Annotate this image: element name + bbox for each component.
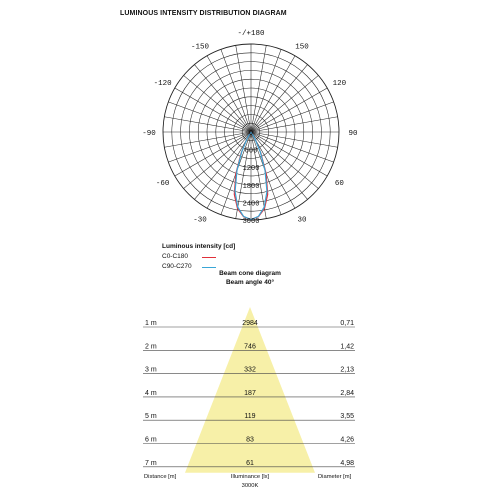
- polar-angle-label: -/+180: [237, 30, 265, 38]
- polar-radial-label: 1200: [242, 165, 260, 174]
- cone-subtitle: Beam angle 40°: [225, 279, 275, 286]
- polar-angle-label: 120: [332, 80, 347, 88]
- polar-radial-label: 1800: [242, 182, 260, 191]
- footer-illuminance-label: Illuminance [lx]: [230, 474, 270, 480]
- cone-diameter-value: 3,55: [340, 413, 354, 421]
- polar-angle-label: -60: [155, 180, 170, 188]
- polar-angle-label: 150: [295, 43, 309, 52]
- cone-diameter-value: 2,13: [340, 366, 354, 374]
- polar-angle-label: 60: [334, 180, 344, 188]
- cone-distance-label: 1 m: [145, 320, 157, 327]
- cone-distance-label: 2 m: [145, 343, 157, 351]
- polar-angle-label: -30: [193, 216, 207, 225]
- cone-illuminance-value: 119: [244, 413, 256, 421]
- cone-distance-label: 7 m: [145, 459, 157, 467]
- footer-cct-label: 3000K: [241, 483, 259, 489]
- cone-title: Beam cone diagram: [219, 270, 281, 277]
- cone-distance-label: 4 m: [145, 389, 157, 397]
- legend-title: Luminous intensity [cd]: [162, 243, 236, 250]
- polar-angle-label: -90: [142, 130, 156, 138]
- cone-illuminance-value: 746: [244, 343, 256, 351]
- cone-diameter-value: 2,84: [340, 389, 354, 397]
- cone-illuminance-value: 332: [244, 366, 256, 374]
- cone-illuminance-value: 2984: [242, 320, 258, 327]
- footer-diameter-label: Diameter [m]: [318, 474, 352, 480]
- cone-distance-label: 5 m: [145, 413, 157, 421]
- cone-diameter-value: 1,42: [340, 343, 354, 351]
- legend-label-c0-c180: C0-C180: [162, 253, 189, 260]
- polar-radial-label: 3000: [242, 218, 260, 226]
- polar-radial-label: 600: [244, 147, 258, 156]
- polar-angle-label: -150: [190, 43, 210, 52]
- polar-angle-label: -120: [153, 80, 172, 88]
- cone-illuminance-value: 83: [246, 436, 254, 444]
- footer-distance-label: Distance [m]: [144, 474, 177, 480]
- legend-label-c90-c270: C90-C270: [162, 263, 192, 270]
- cone-diameter-value: 4,98: [340, 459, 354, 467]
- cone-diameter-value: 0,71: [340, 320, 354, 327]
- cone-distance-label: 3 m: [145, 366, 157, 374]
- cone-distance-label: 6 m: [145, 436, 157, 444]
- cone-illuminance-value: 61: [246, 459, 254, 467]
- page-title: LUMINOUS INTENSITY DISTRIBUTION DIAGRAM: [120, 10, 287, 17]
- cone-illuminance-value: 187: [244, 389, 256, 397]
- polar-angle-label: 90: [348, 130, 358, 138]
- cone-diameter-value: 4,26: [340, 436, 354, 444]
- polar-angle-label: 30: [297, 216, 307, 225]
- polar-radial-label: 0: [248, 130, 254, 138]
- polar-radial-label: 2400: [242, 200, 260, 209]
